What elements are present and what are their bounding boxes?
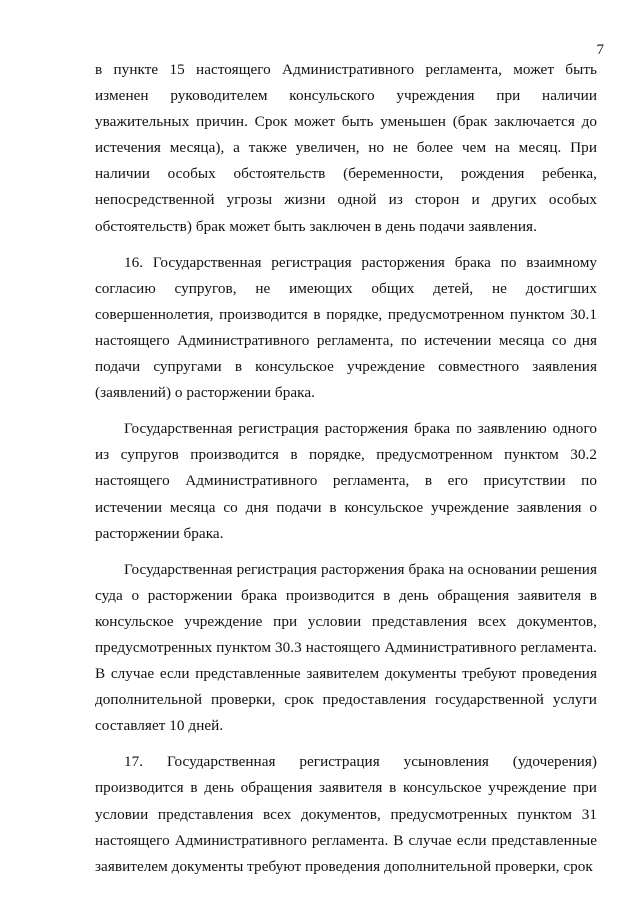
page-number: 7 <box>596 42 604 58</box>
paragraph-item-17: 17. Государственная регистрация усыновления (удочерения) производится в день обращения заявителя в консульское учреждение при условии представления всех документов, предусмотренных пунктом 31 настоящего Административного регламента. В случае если представленные заявителем документы требуют проведения дополнительной проверки, срок <box>95 753 597 875</box>
paragraph-item-16: 16. Государственная регистрация расторжения брака по взаимному согласию супругов, не имеющих общих детей, не достигших совершеннолетия, производится в порядке, предусмотренном пунктом 30.1 настоящего Административного регламента, по истечении месяца со дня подачи супругами в консульское учреждение совместного заявления (заявлений) о расторжении брака. <box>95 253 597 402</box>
paragraph-divorce-one-spouse: Государственная регистрация расторжения брака по заявлению одного из супругов производится в порядке, предусмотренном пунктом 30.2 настоящего Административного регламента, в его присутствии по истечении месяца со дня подачи в консульское учреждение заявления о расторжении брака. <box>95 420 597 542</box>
paragraph-continuation: в пункте 15 настоящего Административного регламента, может быть изменен руководителем консульского учреждения при наличии уважительных причин. Срок может быть уменьшен (брак заключается до истечения месяца), а также увеличен, но не более чем на месяц. При наличии особых обстоятельств (беременности, рождения ребенка, непосредственной угрозы жизни одной из сторон и других особых обстоятельств) брак может быть заключен в день подачи заявления. <box>95 61 597 235</box>
document-body <box>95 57 597 880</box>
paragraph-divorce-court-decision: Государственная регистрация расторжения брака на основании решения суда о расторжении брака производится в день обращения заявителя в консульское учреждение при условии представления всех документов, предусмотренных пунктом 30.3 настоящего Административного регламента. В случае если представленные заявителем документы требуют проведения дополнительной проверки, срок предоставления государственной услуги составляет 10 дней. <box>95 560 597 735</box>
